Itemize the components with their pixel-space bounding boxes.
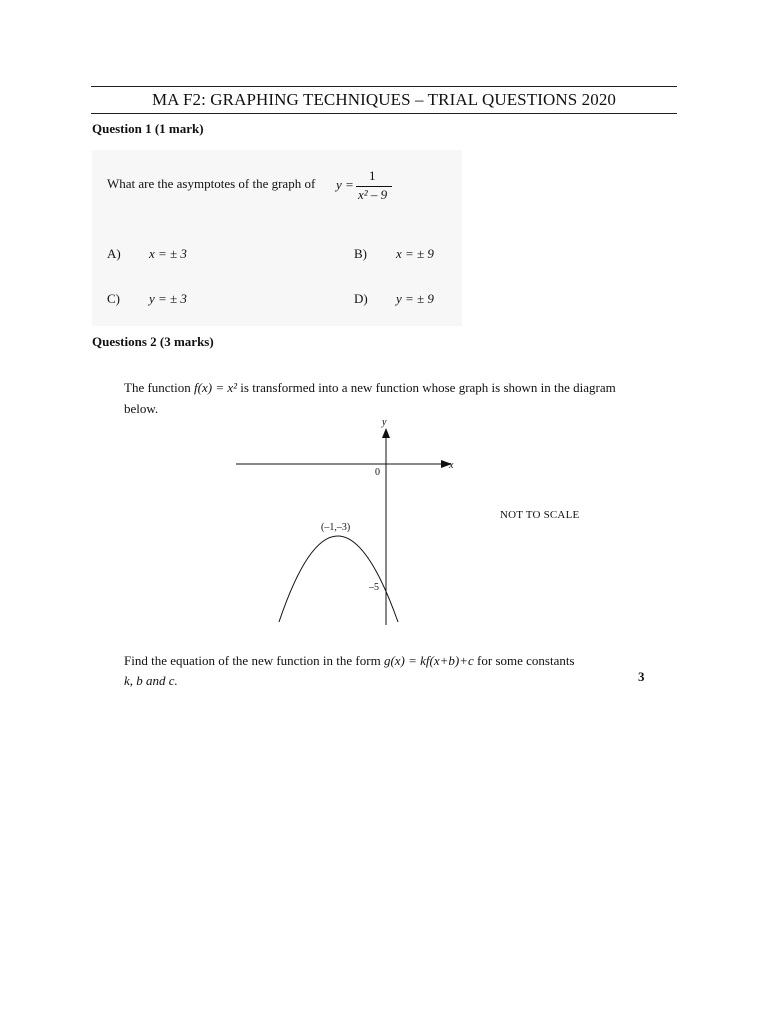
question-1-prompt: What are the asymptotes of the graph of — [107, 176, 316, 191]
origin-label: 0 — [375, 467, 380, 478]
y-axis-arrow — [382, 428, 390, 438]
option-b-label: B) — [354, 246, 367, 261]
option-d-label: D) — [354, 291, 368, 306]
find-form: g(x) = kf(x+b)+c — [383, 653, 474, 668]
option-d-value: y = ± 9 — [396, 291, 434, 306]
q2-text-before: The function — [124, 380, 191, 395]
question-2-instruction — [124, 651, 649, 691]
q2-function: f(x) = x² — [194, 380, 238, 395]
find-constants: k, b and c. — [124, 673, 178, 688]
parabola-curve — [279, 536, 398, 622]
not-to-scale-note: NOT TO SCALE — [500, 509, 580, 521]
question-1-heading: Question 1 (1 mark) — [92, 121, 204, 136]
page-title: MA F2: GRAPHING TECHNIQUES – TRIAL QUESTIONS 2020 — [91, 86, 677, 114]
y-axis-label: y — [382, 417, 387, 428]
option-a-label: A) — [107, 246, 121, 261]
equation-numerator: 1 — [369, 168, 376, 183]
find-after: for some constants — [477, 653, 575, 668]
equation-lhs: y = — [336, 177, 354, 192]
x-axis-label: x — [449, 460, 454, 471]
q2-text-after: is transformed into a new function whose graph is shown in the diagram below. — [124, 380, 616, 416]
question-2-marks: 3 — [638, 669, 645, 684]
y-intercept-label: –5 — [369, 582, 379, 593]
option-b-value: x = ± 9 — [396, 246, 434, 261]
vertex-label: (–1,–3) — [321, 522, 351, 533]
option-c-label: C) — [107, 291, 120, 306]
option-c-value: y = ± 3 — [149, 291, 187, 306]
find-before: Find the equation of the new function in the form — [124, 653, 381, 668]
option-a-value: x = ± 3 — [149, 246, 187, 261]
equation-denominator: x² – 9 — [358, 187, 388, 202]
question-2-heading: Questions 2 (3 marks) — [92, 334, 214, 349]
